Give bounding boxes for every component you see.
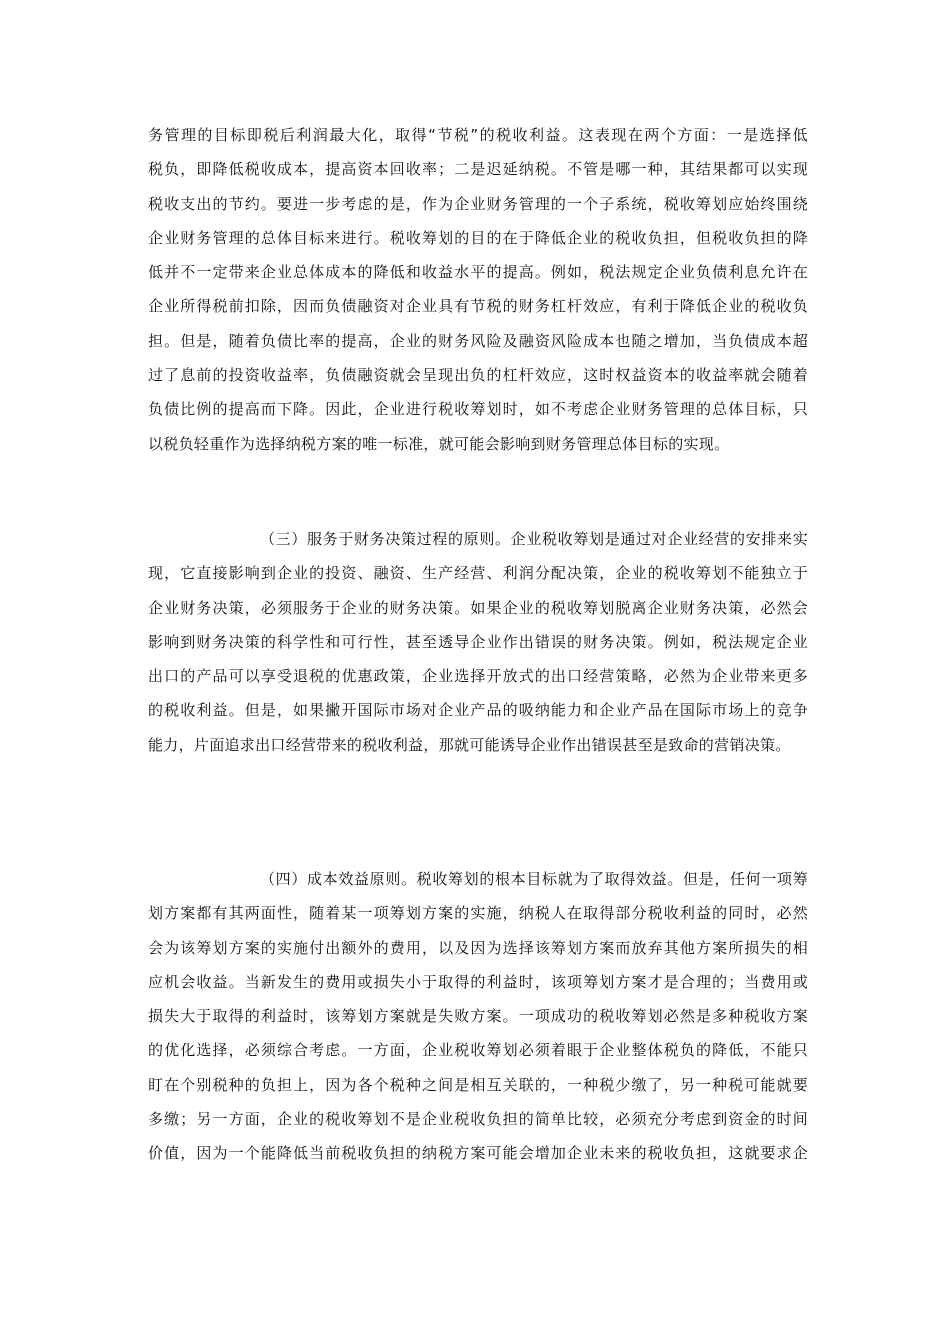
text-line: 企业所得税前扣除，因而负债融资对企业具有节税的财务杠杆效应，有利于降低企业的税收负: [148, 297, 808, 316]
text-line: 企业财务决策，必须服务于企业的财务决策。如果企业的税收筹划脱离企业财务决策，必然会: [148, 598, 808, 617]
text-line: 以税负轻重作为选择纳税方案的唯一标准，就可能会影响到财务管理总体目标的实现。: [148, 434, 730, 453]
text-line: 现，它直接影响到企业的投资、融资、生产经营、利润分配决策，企业的税收筹划不能独立于: [148, 564, 808, 583]
text-line: 损失大于取得的利益时，该筹划方案就是失败方案。一项成功的税收筹划必然是多种税收方案: [148, 1007, 808, 1026]
text-line: 能力，片面追求出口经营带来的税收利益，那就可能诱导企业作出错误甚至是致命的营销决策。: [148, 735, 791, 754]
text-line: 务管理的目标即税后利润最大化，取得“节税”的税收利益。这表现在两个方面：一是选择低: [148, 126, 808, 144]
text-line: 应机会收益。当新发生的费用或损失小于取得的利益时，该项筹划方案才是合理的；当费用或: [148, 972, 808, 991]
text-line: 税负，即降低税收成本，提高资本回收率；二是迟延纳税。不管是哪一种，其结果都可以实现: [148, 160, 808, 179]
text-line: 多缴；另一方面，企业的税收筹划不是企业税收负担的简单比较，必须充分考虑到资金的时间: [148, 1110, 808, 1129]
text-line: 税收支出的节约。要进一步考虑的是，作为企业财务管理的一个子系统，税收筹划应始终围绕: [148, 194, 808, 213]
paragraph-financial-decision-principle: [148, 522, 808, 762]
text-line: 低并不一定带来企业总体成本的降低和收益水平的提高。例如，税法规定企业负债利息允许在: [148, 263, 808, 282]
text-line: 盯在个别税种的负担上，因为各个税种之间是相互关联的，一种税少缴了，另一种税可能就要: [148, 1075, 808, 1094]
text-line: 出口的产品可以享受退税的优惠政策，企业选择开放式的出口经营策略，必然为企业带来更多: [148, 667, 808, 686]
text-line: 过了息前的投资收益率，负债融资就会呈现出负的杠杆效应，这时权益资本的收益率就会随着: [148, 366, 808, 385]
text-line: 企业财务管理的总体目标来进行。税收筹划的目的在于降低企业的税收负担，但税收负担的降: [148, 228, 808, 247]
text-line: 价值，因为一个能降低当前税收负担的纳税方案可能会增加企业未来的税收负担，这就要求企: [148, 1144, 808, 1163]
text-line: 会为该筹划方案的实施付出额外的费用，以及因为选择该筹划方案而放弃其他方案所损失的相: [148, 938, 808, 957]
paragraph-tax-planning-goal: [148, 118, 808, 461]
text-line: 的税收利益。但是，如果撇开国际市场对企业产品的吸纳能力和企业产品在国际市场上的竞争: [148, 701, 808, 720]
text-line: （三）服务于财务决策过程的原则。企业税收筹划是通过对企业经营的安排来实: [260, 530, 808, 548]
paragraph-cost-benefit-principle: [148, 862, 808, 1171]
text-line: （四）成本效益原则。税收筹划的根本目标就为了取得效益。但是，任何一项筹: [260, 870, 808, 888]
text-line: 划方案都有其两面性，随着某一项筹划方案的实施，纳税人在取得部分税收利益的同时，必然: [148, 904, 808, 923]
text-line: 的优化选择，必须综合考虑。一方面，企业税收筹划必须着眼于企业整体税负的降低，不能只: [148, 1041, 808, 1060]
text-line: 影响到财务决策的科学性和可行性，甚至透导企业作出错误的财务决策。例如，税法规定企业: [148, 632, 808, 651]
text-line: 担。但是，随着负债比率的提高，企业的财务风险及融资风险成本也随之增加，当负债成本超: [148, 331, 808, 350]
text-line: 负债比例的提高而下降。因此，企业进行税收筹划时，如不考虑企业财务管理的总体目标，只: [148, 400, 808, 419]
